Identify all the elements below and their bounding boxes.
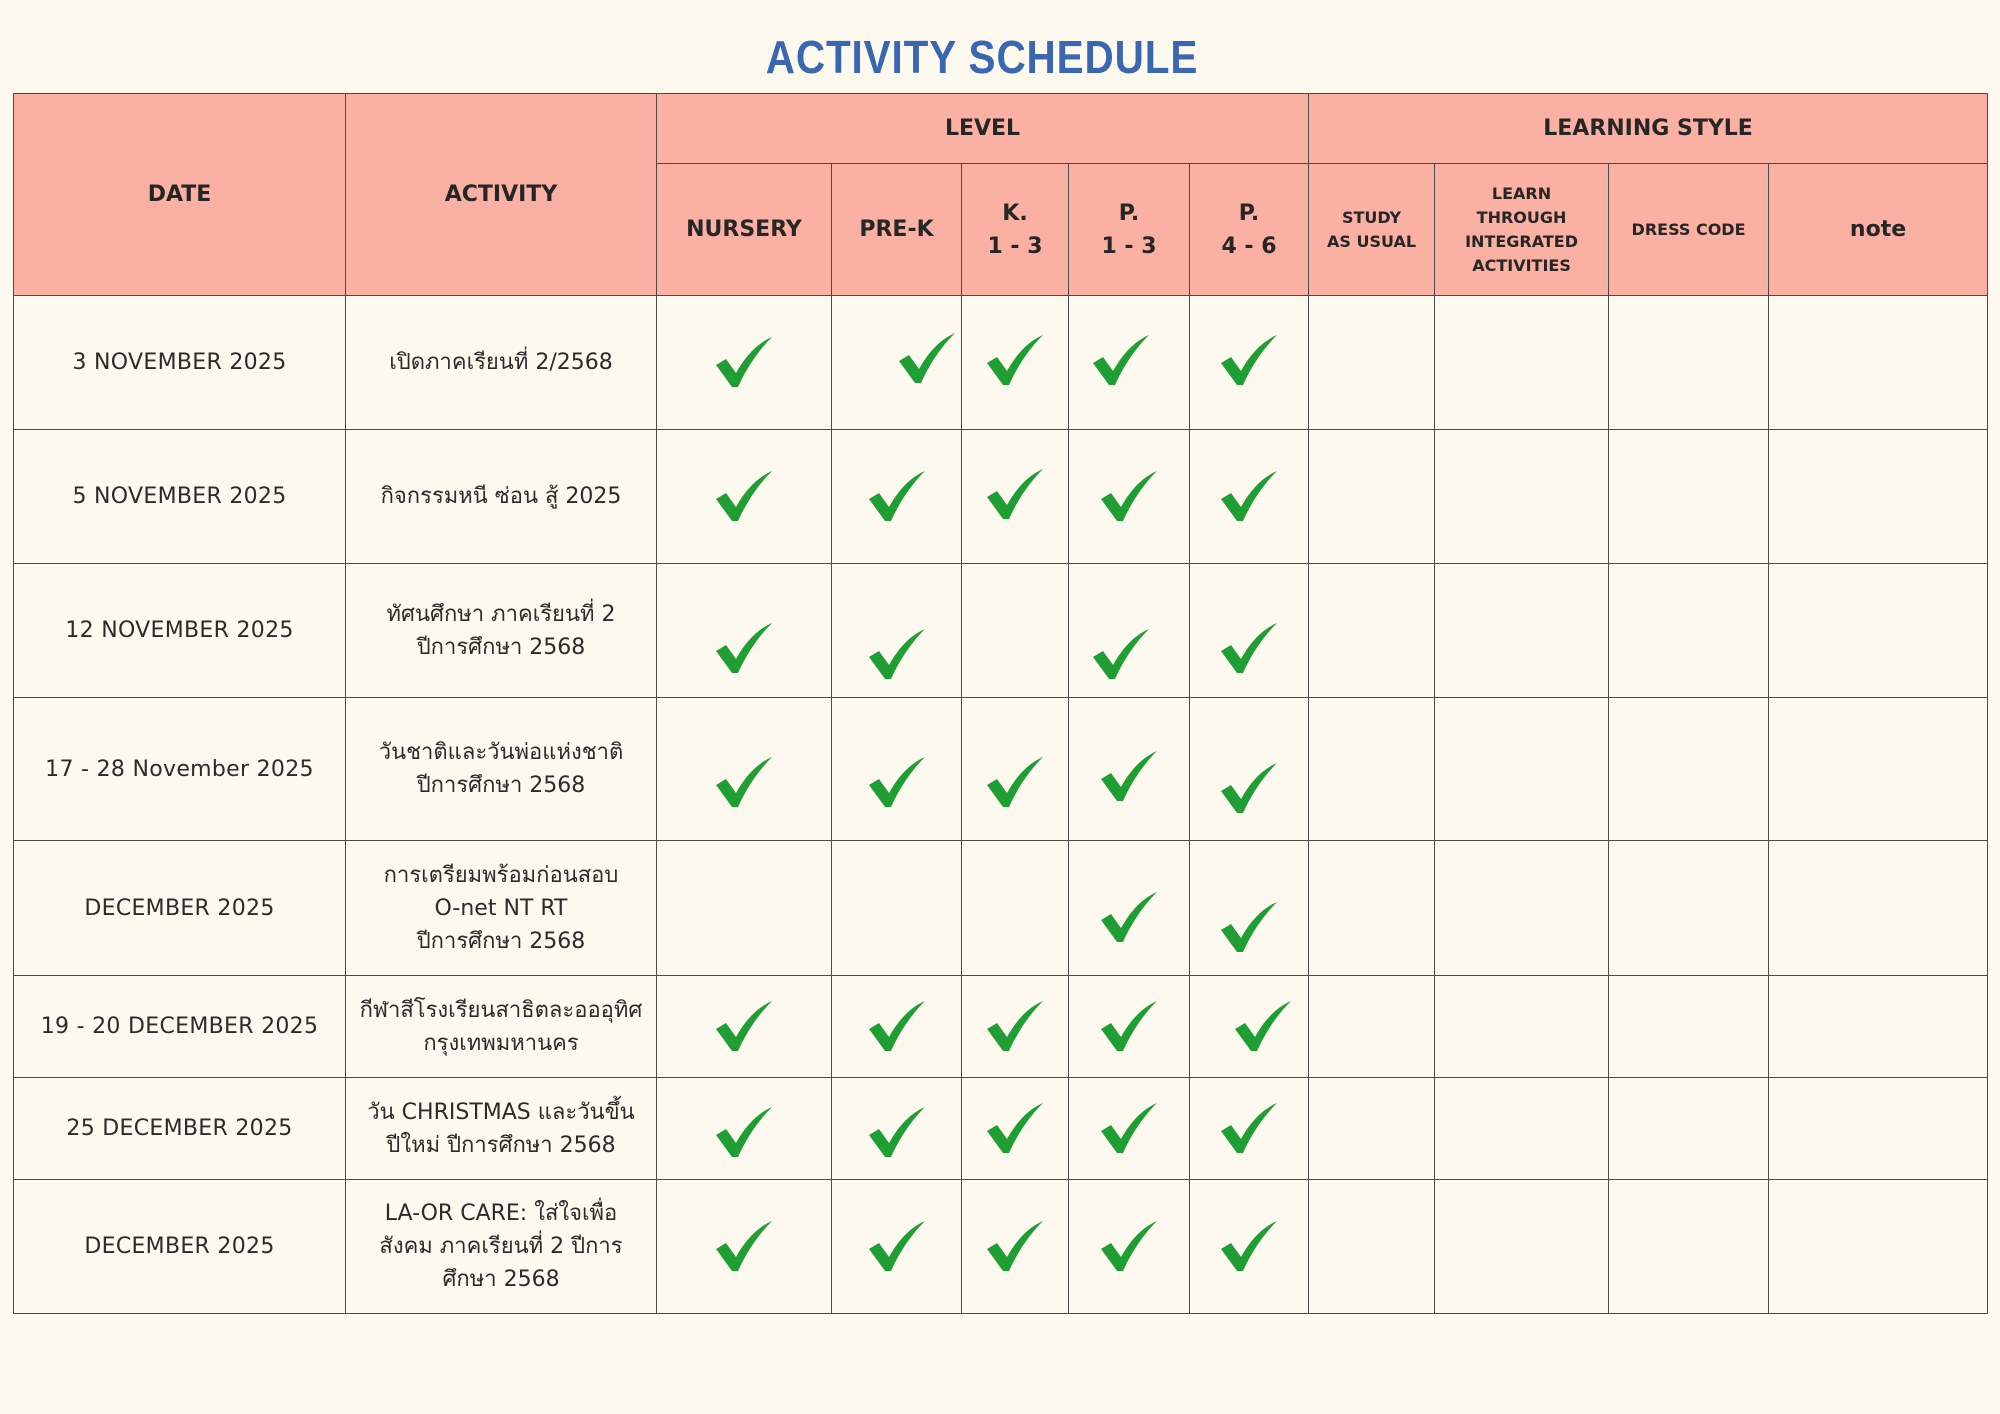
learning-style-cell [1609, 698, 1769, 841]
activity-line: กิจกรรมหนี ซ่อน สู้ 2025 [380, 484, 622, 509]
learning-style-cell [1609, 296, 1769, 430]
table-row [14, 841, 1988, 976]
checkmark-icon [1219, 761, 1279, 817]
checkmark-icon [1219, 1219, 1279, 1275]
level-check-cell [832, 296, 962, 430]
level-check-cell [832, 976, 962, 1078]
activity-schedule-table [13, 93, 1988, 1314]
header-dress-code [1609, 164, 1769, 296]
checkmark-icon [1099, 1101, 1159, 1157]
level-check-cell [657, 564, 832, 698]
table-row [14, 1180, 1988, 1314]
checkmark-icon [985, 1101, 1045, 1157]
table-row [14, 1078, 1988, 1180]
note-cell [1769, 296, 1988, 430]
checkmark-icon [1233, 999, 1293, 1055]
checkmark-icon [985, 999, 1045, 1055]
activity-line: วัน CHRISTMAS และวันขึ้น [367, 1099, 635, 1125]
level-check-cell [1190, 564, 1309, 698]
activity-cell [346, 430, 657, 564]
learning-style-cell [1609, 430, 1769, 564]
checkmark-icon [867, 469, 927, 525]
header-line: K. [1002, 200, 1028, 226]
header-line: ACTIVITIES [1472, 255, 1571, 275]
learning-style-cell [1435, 841, 1609, 976]
learning-style-cell [1309, 1180, 1435, 1314]
learning-style-cell [1309, 564, 1435, 698]
activity-line: ปีการศึกษา 2568 [416, 773, 586, 798]
header-line: STUDY [1341, 207, 1402, 227]
activity-cell [346, 698, 657, 841]
checkmark-icon [1099, 749, 1159, 805]
date-cell: 17 - 28 November 2025 [14, 698, 346, 841]
date-cell: 5 NOVEMBER 2025 [14, 430, 346, 564]
level-check-cell [657, 1078, 832, 1180]
header-level-p-4-6 [1190, 164, 1309, 296]
header-line: PRE-K [859, 217, 934, 242]
level-check-cell [832, 1078, 962, 1180]
header-date: DATE [14, 94, 346, 296]
activity-cell [346, 841, 657, 976]
checkmark-icon [714, 1219, 774, 1275]
learning-style-cell [1435, 296, 1609, 430]
activity-line: LA-OR CARE: ใส่ใจเพื่อ [384, 1201, 618, 1226]
level-check-cell [1069, 430, 1190, 564]
learning-style-cell [1609, 1180, 1769, 1314]
learning-style-cell [1309, 698, 1435, 841]
learning-style-cell [1309, 296, 1435, 430]
date-cell: 12 NOVEMBER 2025 [14, 564, 346, 698]
level-check-cell [1069, 1078, 1190, 1180]
header-line: 1 - 3 [1101, 233, 1157, 259]
learning-style-cell [1435, 1078, 1609, 1180]
header-line: 1 - 3 [987, 233, 1043, 259]
level-check-cell [657, 1180, 832, 1314]
level-check-cell [657, 296, 832, 430]
activity-line: ปีใหม่ ปีการศึกษา 2568 [386, 1132, 616, 1158]
level-check-cell [1069, 976, 1190, 1078]
header-line: P. [1118, 200, 1140, 226]
checkmark-icon [1099, 1219, 1159, 1275]
checkmark-icon [1091, 627, 1151, 683]
date-cell: 25 DECEMBER 2025 [14, 1078, 346, 1180]
learning-style-cell [1609, 976, 1769, 1078]
checkmark-icon [985, 1219, 1045, 1275]
checkmark-icon [714, 755, 774, 811]
table-row [14, 430, 1988, 564]
learning-style-cell [1309, 430, 1435, 564]
activity-line: ปีการศึกษา 2568 [416, 634, 586, 660]
checkmark-icon [1219, 900, 1279, 956]
activity-line: สังคม ภาคเรียนที่ 2 ปีการ [379, 1234, 623, 1259]
checkmark-icon [1091, 333, 1151, 389]
level-check-cell [962, 430, 1069, 564]
learning-style-cell [1309, 841, 1435, 976]
activity-line: ทัศนศึกษา ภาคเรียนที่ 2 [386, 601, 616, 627]
checkmark-icon [867, 1219, 927, 1275]
checkmark-icon [714, 335, 774, 391]
header-note: note [1769, 164, 1988, 296]
learning-style-cell [1609, 564, 1769, 698]
header-level-nursery [657, 164, 832, 296]
level-check-cell [832, 698, 962, 841]
level-check-cell [657, 430, 832, 564]
learning-style-cell [1609, 1078, 1769, 1180]
level-check-cell [1190, 976, 1309, 1078]
activity-line: ปีการศึกษา 2568 [416, 928, 586, 954]
level-check-cell [962, 1180, 1069, 1314]
table-row [14, 564, 1988, 698]
level-check-cell [1069, 1180, 1190, 1314]
level-check-cell [1069, 564, 1190, 698]
note-cell [1769, 430, 1988, 564]
level-check-cell [832, 430, 962, 564]
level-check-cell [657, 976, 832, 1078]
checkmark-icon [1099, 890, 1159, 946]
level-check-cell [1069, 841, 1190, 976]
header-study-as-usual [1309, 164, 1435, 296]
checkmark-icon [985, 467, 1045, 523]
learning-style-cell [1309, 1078, 1435, 1180]
table-row [14, 976, 1988, 1078]
header-line: 4 - 6 [1221, 233, 1277, 259]
checkmark-icon [985, 333, 1045, 389]
header-line: LEARN [1491, 183, 1552, 203]
checkmark-icon [714, 999, 774, 1055]
table-row [14, 296, 1988, 430]
learning-style-cell [1609, 841, 1769, 976]
date-cell: DECEMBER 2025 [14, 841, 346, 976]
checkmark-icon [985, 755, 1045, 811]
level-check-cell [962, 1078, 1069, 1180]
activity-line: การเตรียมพร้อมก่อนสอบ [383, 862, 619, 888]
checkmark-icon [1219, 469, 1279, 525]
header-activity: ACTIVITY [346, 94, 657, 296]
header-line: THROUGH [1476, 207, 1567, 227]
activity-cell [346, 1180, 657, 1314]
checkmark-icon [1219, 621, 1279, 677]
level-check-cell [657, 841, 832, 976]
header-line: NURSERY [686, 217, 802, 242]
level-check-cell [1190, 1078, 1309, 1180]
checkmark-icon [1099, 999, 1159, 1055]
checkmark-icon [867, 627, 927, 683]
header-level-pre-k [832, 164, 962, 296]
note-cell [1769, 1180, 1988, 1314]
date-cell: 3 NOVEMBER 2025 [14, 296, 346, 430]
activity-line: กรุงเทพมหานคร [423, 1030, 579, 1056]
level-check-cell [1190, 430, 1309, 564]
header-line: INTEGRATED [1465, 231, 1578, 251]
checkmark-icon [714, 1105, 774, 1161]
activity-line: เปิดภาคเรียนที่ 2/2568 [389, 350, 613, 375]
checkmark-icon [1219, 333, 1279, 389]
level-check-cell [1190, 841, 1309, 976]
learning-style-cell [1309, 976, 1435, 1078]
level-check-cell [657, 698, 832, 841]
learning-style-cell [1435, 976, 1609, 1078]
activity-cell [346, 296, 657, 430]
header-line: P. [1238, 200, 1260, 226]
level-check-cell [1190, 698, 1309, 841]
activity-line: O-net NT RT [434, 895, 568, 921]
level-check-cell [832, 1180, 962, 1314]
note-cell [1769, 976, 1988, 1078]
header-line: AS USUAL [1326, 231, 1417, 251]
checkmark-icon [897, 331, 957, 387]
checkmark-icon [714, 469, 774, 525]
level-check-cell [1069, 698, 1190, 841]
level-check-cell [832, 564, 962, 698]
table-row [14, 698, 1988, 841]
checkmark-icon [1219, 1101, 1279, 1157]
header-line: DRESS CODE [1631, 219, 1746, 239]
level-check-cell [1069, 296, 1190, 430]
activity-line: วันชาติและวันพ่อแห่งชาติ [378, 740, 624, 765]
activity-line: ศึกษา 2568 [442, 1267, 560, 1292]
learning-style-cell [1435, 1180, 1609, 1314]
level-check-cell [1190, 1180, 1309, 1314]
note-cell [1769, 564, 1988, 698]
level-check-cell [832, 841, 962, 976]
checkmark-icon [867, 999, 927, 1055]
learning-style-cell [1435, 698, 1609, 841]
learning-style-cell [1435, 430, 1609, 564]
activity-cell [346, 564, 657, 698]
note-cell [1769, 1078, 1988, 1180]
header-learning-style: LEARNING STYLE [1309, 94, 1988, 164]
activity-cell [346, 1078, 657, 1180]
level-check-cell [962, 841, 1069, 976]
level-check-cell [962, 564, 1069, 698]
checkmark-icon [867, 755, 927, 811]
level-check-cell [1190, 296, 1309, 430]
page-title: ACTIVITY SCHEDULE [765, 31, 1199, 83]
header-level-k-1-3 [962, 164, 1069, 296]
level-check-cell [962, 976, 1069, 1078]
level-check-cell [962, 698, 1069, 841]
checkmark-icon [1099, 469, 1159, 525]
header-level: LEVEL [657, 94, 1309, 164]
checkmark-icon [714, 621, 774, 677]
date-cell: 19 - 20 DECEMBER 2025 [14, 976, 346, 1078]
note-cell [1769, 698, 1988, 841]
checkmark-icon [867, 1105, 927, 1161]
activity-cell [346, 976, 657, 1078]
date-cell: DECEMBER 2025 [14, 1180, 346, 1314]
learning-style-cell [1435, 564, 1609, 698]
header-learn-through-integrated [1435, 164, 1609, 296]
header-level-p-1-3 [1069, 164, 1190, 296]
note-cell [1769, 841, 1988, 976]
activity-line: กีฬาสีโรงเรียนสาธิตละอออุทิศ [359, 997, 643, 1023]
level-check-cell [962, 296, 1069, 430]
